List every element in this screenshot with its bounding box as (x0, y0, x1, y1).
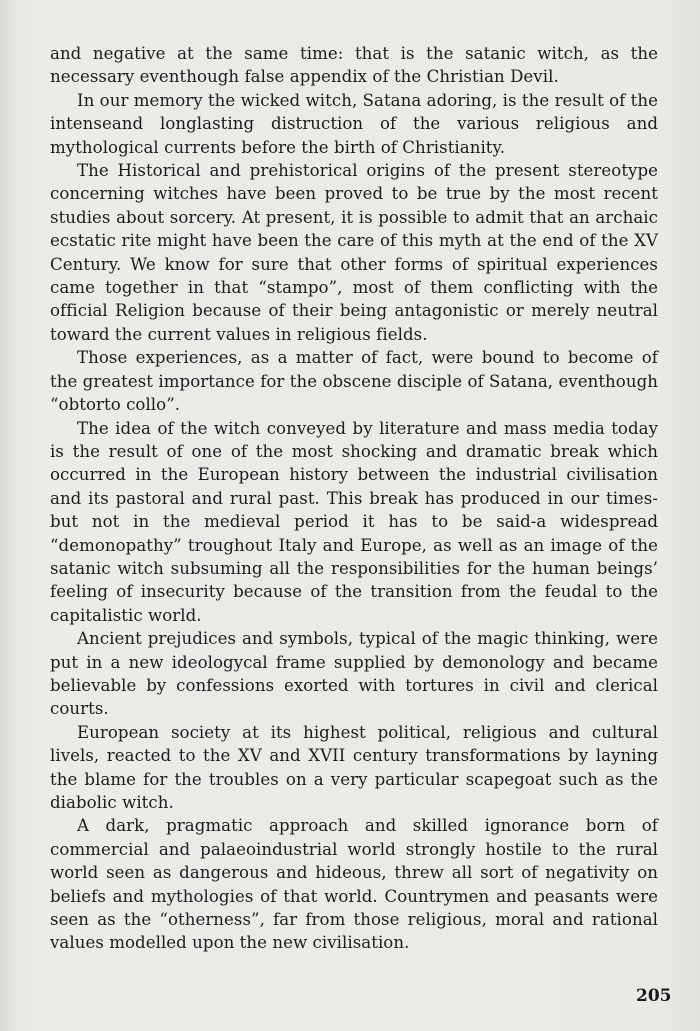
body-text (50, 42, 658, 955)
paragraph: A dark, pragmatic approach and skilled ignorance born of commercial and palaeoindustrial world strongly hostile to the rural world seen as dangerous and hideous, threw all sort of negativity on beliefs and mythologies of that world. Countrymen and peasants were seen as the “otherness”, far from those religious, moral and rational values modelled upon the new civilisation. (50, 816, 658, 953)
paragraph: Ancient prejudices and symbols, typical of the magic thinking, were put in a new ideologycal frame supplied by demonology and became believable by confessions exorted with tortures in civil and clerical courts. (50, 629, 658, 719)
page-number: 205 (636, 986, 672, 1006)
paragraph: The idea of the witch conveyed by literature and mass media today is the result of one of the most shocking and dramatic break which occurred in the European history between the industrial civilisation and its pastoral and rural past. This break has produced in our times-but not in the medieval period it has to be said-a widespread “demonopathy” troughout Italy and Europe, as well as an image of the satanic witch subsuming all the responsibilities for the human beings’ feeling of insecurity because of the transition from the feudal to the capitalistic world. (50, 418, 658, 625)
paragraph: European society at its highest political, religious and cultural livels, reacted to the XV and XVII century transformations by layning the blame for the troubles on a very particular scapegoat such as the diabolic witch. (50, 722, 658, 812)
paragraph: In our memory the wicked witch, Satana adoring, is the result of the intenseand longlasting distruction of the various religious and mythological currents before the birth of Christianity. (50, 90, 659, 157)
paragraph: Those experiences, as a matter of fact, were bound to become of the greatest importance for the obscene disciple of Satana, eventhough “obtorto collo”. (50, 348, 658, 415)
paragraph: The Historical and prehistorical origins of the present stereotype concerning witches have been proved to be true by the most recent studies about sorcery. At present, it is possible to admit that an archaic ecstatic rite might have been the care of this myth at the end of the XV Century. We know for sure that other forms of spiritual experiences came together in that “stampo”, most of them conflicting with the official Religion because of their being antagonistic or merely neutral toward the current values in religious fields. (50, 161, 658, 344)
paragraph-continuation: and negative at the same time: that is the satanic witch, as the necessary eventhough false appendix of the Christian Devil. (50, 44, 658, 87)
